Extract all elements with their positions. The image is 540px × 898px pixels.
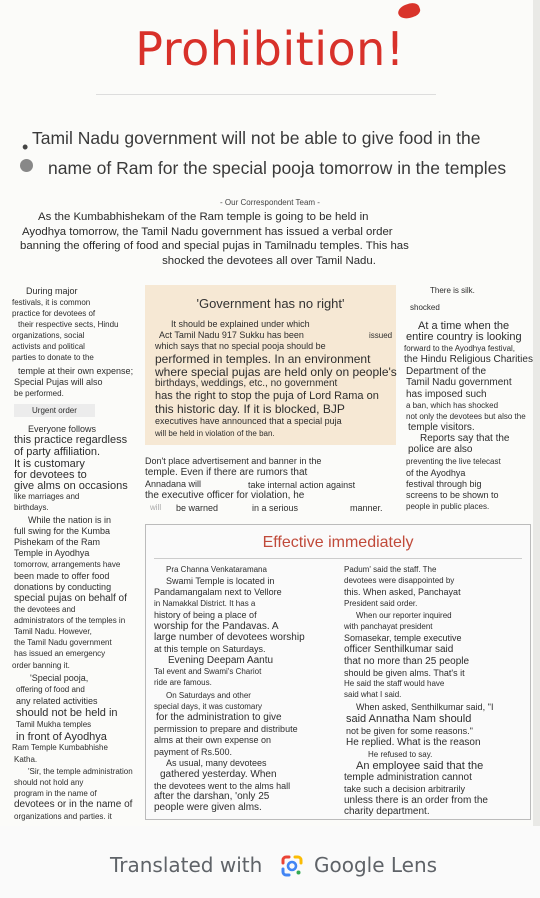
col-line: any related activities: [16, 696, 98, 706]
col-line: should not be held in: [16, 707, 118, 719]
mid-line: in a serious: [252, 503, 299, 513]
col-line: of the Ayodhya: [406, 468, 466, 478]
box-line: large number of devotees worship: [154, 632, 305, 643]
sidebar-line: which says that no special pooja should be: [155, 341, 326, 351]
col-line: Tamil Nadu. However,: [14, 627, 92, 636]
box-line: said what I said.: [344, 690, 402, 699]
headline: Prohibition!: [135, 22, 405, 76]
byline: - Our Correspondent Team -: [220, 198, 320, 207]
col-line: Reports say that the: [420, 433, 510, 444]
col-line: their respective sects, Hindu: [18, 320, 119, 329]
box-line: after the darshan, 'only 25: [154, 791, 270, 802]
col-line: festivals, it is common: [12, 298, 91, 307]
lead-line: shocked the devotees all over Tamil Nadu.: [162, 254, 376, 267]
col-line: parties to donate to the: [12, 353, 94, 362]
box-line: charity department.: [344, 806, 430, 817]
lead-line: As the Kumbabhishekam of the Ram temple is going to be held in: [38, 211, 369, 223]
box-line: unless there is an order from the: [344, 795, 488, 806]
box-line: When our reporter inquired: [356, 611, 452, 620]
box-line: this. When asked, Panchayat: [344, 587, 461, 597]
box-line: ride are famous.: [154, 678, 212, 687]
bullet-circle-icon: [20, 159, 33, 172]
col-line: Katha.: [14, 755, 38, 764]
google-lens-icon: [280, 854, 304, 878]
page-edge-shadow: [533, 0, 540, 826]
box-divider: [154, 558, 522, 559]
box-line: gathered yesterday. When: [160, 769, 277, 780]
box-line: history of being a place of: [154, 610, 257, 620]
col-line: Tamil Mukha temples: [16, 720, 92, 729]
col-line: temple visitors.: [408, 422, 475, 433]
box-line: Padum' said the staff. The: [344, 565, 437, 574]
col-line: special pujas on behalf of: [14, 593, 127, 604]
box-line: Swami Temple is located in: [166, 576, 275, 586]
google-lens-footer: [0, 826, 540, 898]
col-line: like marriages and: [14, 492, 80, 501]
col-line: forward to the Ayodhya festival,: [404, 344, 516, 353]
col-line: for devotees to: [14, 469, 87, 481]
box-line: devotees were disappointed by: [344, 576, 455, 585]
col-line: preventing the live telecast: [406, 457, 501, 466]
box-line: Pra Channa Venkataramana: [166, 565, 267, 574]
col-line: order banning it.: [12, 661, 70, 670]
col-line: not only the devotees but also the: [406, 412, 526, 421]
box-line: special days, it was customary: [154, 702, 263, 711]
col-line: be performed.: [14, 389, 64, 398]
sidebar-line: birthdays, weddings, etc., no government: [155, 378, 338, 389]
col-line: been made to offer food: [14, 571, 110, 581]
box-line: said Annatha Nam should: [346, 713, 472, 725]
col-line: administrators of the temples in: [14, 616, 126, 625]
col-line: people in public places.: [406, 502, 490, 511]
mid-line: Annadana will: [145, 479, 202, 489]
col-line: temple at their own expense;: [18, 366, 134, 376]
col-line: organizations and parties. it: [14, 812, 112, 821]
col-line: 'Special pooja,: [30, 673, 89, 683]
box-line: He replied. What is the reason: [346, 737, 481, 748]
col-line: give alms on occasions: [14, 480, 128, 492]
col-line: There is silk.: [430, 286, 475, 295]
sidebar-line: will be held in violation of the ban.: [155, 429, 275, 438]
box-line: that no more than 25 people: [344, 656, 470, 667]
col-line: 'Sir, the temple administration: [28, 767, 133, 776]
col-line: police are also: [408, 444, 473, 455]
col-line: birthdays.: [14, 503, 49, 512]
box-line: On Saturdays and other: [166, 691, 251, 700]
box-line: the devotees went to the alms hall: [154, 781, 291, 791]
box-line: permission to prepare and distribute: [154, 724, 298, 734]
sidebar-line: It should be explained under which: [171, 319, 310, 329]
translated-with-label: Translated with: [110, 853, 263, 877]
mid-line: will: [150, 503, 162, 512]
box-line: President said order.: [344, 599, 418, 608]
box-line: in Namakkal District. It has a: [154, 599, 256, 608]
col-line: Pishekam of the Ram: [14, 537, 101, 547]
col-line: While the nation is in: [28, 515, 112, 525]
col-line: Everyone follows: [28, 424, 97, 434]
col-line: entire country is looking: [406, 331, 522, 343]
box-line: not be given for some reasons.'': [346, 726, 474, 736]
col-line: has issued an emergency: [14, 649, 106, 658]
bullet-line-2: name of Ram for the special pooja tomorrow in the temples: [48, 158, 507, 178]
box-line: should be given alms. That's it: [344, 668, 465, 678]
col-line: has imposed such: [406, 389, 487, 400]
mid-line: Don't place advertisement and banner in the: [145, 456, 322, 466]
col-line: Tamil Nadu government: [406, 377, 512, 388]
col-line: should not hold any: [14, 778, 84, 787]
box-line: payment of Rs.500.: [154, 747, 233, 757]
col-line: this practice regardless: [14, 434, 128, 446]
box-line: with panchayat president: [344, 622, 433, 631]
sidebar-government-no-right: [145, 285, 396, 445]
box-line: Somasekar, temple executive: [344, 633, 462, 643]
lead-paragraph: [16, 210, 522, 268]
col-line: the devotees and: [14, 605, 76, 614]
mid-line: manner.: [350, 503, 383, 513]
col-line: During major: [26, 286, 78, 296]
col-line: offering of food and: [16, 685, 85, 694]
box-line: He refused to say.: [368, 750, 433, 759]
col-line: in front of Ayodhya: [16, 731, 107, 743]
mid-line: the executive officer for violation, he: [145, 490, 305, 501]
sidebar-title: 'Government has no right': [196, 296, 345, 311]
col-line: a ban, which has shocked: [406, 401, 499, 410]
mid-line: temple. Even if there are rumors that: [145, 467, 308, 478]
col-line: festival through big: [406, 479, 482, 489]
sidebar-line: executives have announced that a special puja: [155, 416, 342, 426]
bullet-line-1: Tamil Nadu government will not be able to give food in the: [32, 128, 481, 148]
lead-line: banning the offering of food and special pujas in Tamilnadu temples. This has: [20, 240, 409, 252]
col-line: practice for devotees of: [12, 309, 96, 318]
box-line: alms at their own expense on: [154, 735, 272, 745]
col-line: program in the name of: [14, 789, 97, 798]
col-line: Department of the: [406, 366, 487, 377]
bullet-dot-icon: •: [22, 137, 29, 157]
col-line: tomorrow, arrangements have: [14, 560, 121, 569]
col-line: activists and political: [12, 342, 85, 351]
box-line: worship for the Pandavas. A: [154, 621, 279, 632]
subhead-urgent-order: Urgent order: [14, 404, 95, 417]
box-line: Evening Deepam Aantu: [168, 655, 274, 666]
box-line: He said the staff would have: [344, 679, 445, 688]
sidebar-line: Act Tamil Nadu 917 Sukku has been: [159, 330, 304, 340]
mid-line: take internal action against: [248, 480, 356, 490]
col-line: At a time when the: [418, 320, 510, 332]
lead-line: Ayodhya tomorrow, the Tamil Nadu government has issued a verbal order: [22, 225, 393, 238]
col-line: It is customary: [14, 458, 85, 470]
box-line: officer Senthilkumar said: [344, 644, 454, 655]
box-line: When asked, Senthilkumar said, ''I: [356, 702, 494, 712]
box-line: As usual, many devotees: [166, 758, 267, 768]
box-title: Effective immediately: [262, 534, 414, 551]
col-line: Special Pujas will also: [14, 377, 103, 387]
box-line: Pandamangalam next to Vellore: [154, 587, 282, 597]
col-line: Ram Temple Kumbabhishe: [12, 743, 108, 752]
col-line: shocked: [410, 303, 440, 312]
col-line: of party affiliation.: [14, 446, 101, 458]
col-line: devotees or in the name of: [14, 799, 133, 810]
box-line: Tal event and Swami's Chariot: [154, 667, 262, 676]
effective-immediately-box: [145, 524, 531, 820]
col-line: screens to be shown to: [406, 490, 499, 500]
box-line: temple administration cannot: [344, 772, 472, 783]
box-line: people were given alms.: [154, 802, 262, 813]
col-line: full swing for the Kumba: [14, 526, 111, 536]
box-line: at this temple on Saturdays.: [154, 644, 266, 654]
sidebar-line: where special pujas are held only on people's: [155, 365, 397, 379]
col-line: organizations, social: [12, 331, 85, 340]
mid-line: be warned: [176, 503, 219, 513]
sidebar-line: has the right to stop the puja of Lord Rama on: [155, 390, 379, 402]
box-line: take such a decision arbitrarily: [344, 784, 466, 794]
sidebar-line: this historic day. If it is blocked, BJP: [155, 402, 345, 416]
sidebar-line: issued: [369, 331, 393, 340]
col-line: the Tamil Nadu government: [14, 638, 112, 647]
box-line: for the administration to give: [156, 712, 282, 723]
col-line: the Hindu Religious Charities: [404, 354, 533, 365]
col-line: donations by conducting: [14, 582, 112, 592]
sidebar-line: performed in temples. In an environment: [155, 352, 371, 366]
col-line: Temple in Ayodhya: [14, 548, 90, 558]
box-line: An employee said that the: [356, 760, 484, 772]
google-lens-label: Google Lens: [314, 853, 438, 877]
headline-divider: [96, 94, 436, 95]
